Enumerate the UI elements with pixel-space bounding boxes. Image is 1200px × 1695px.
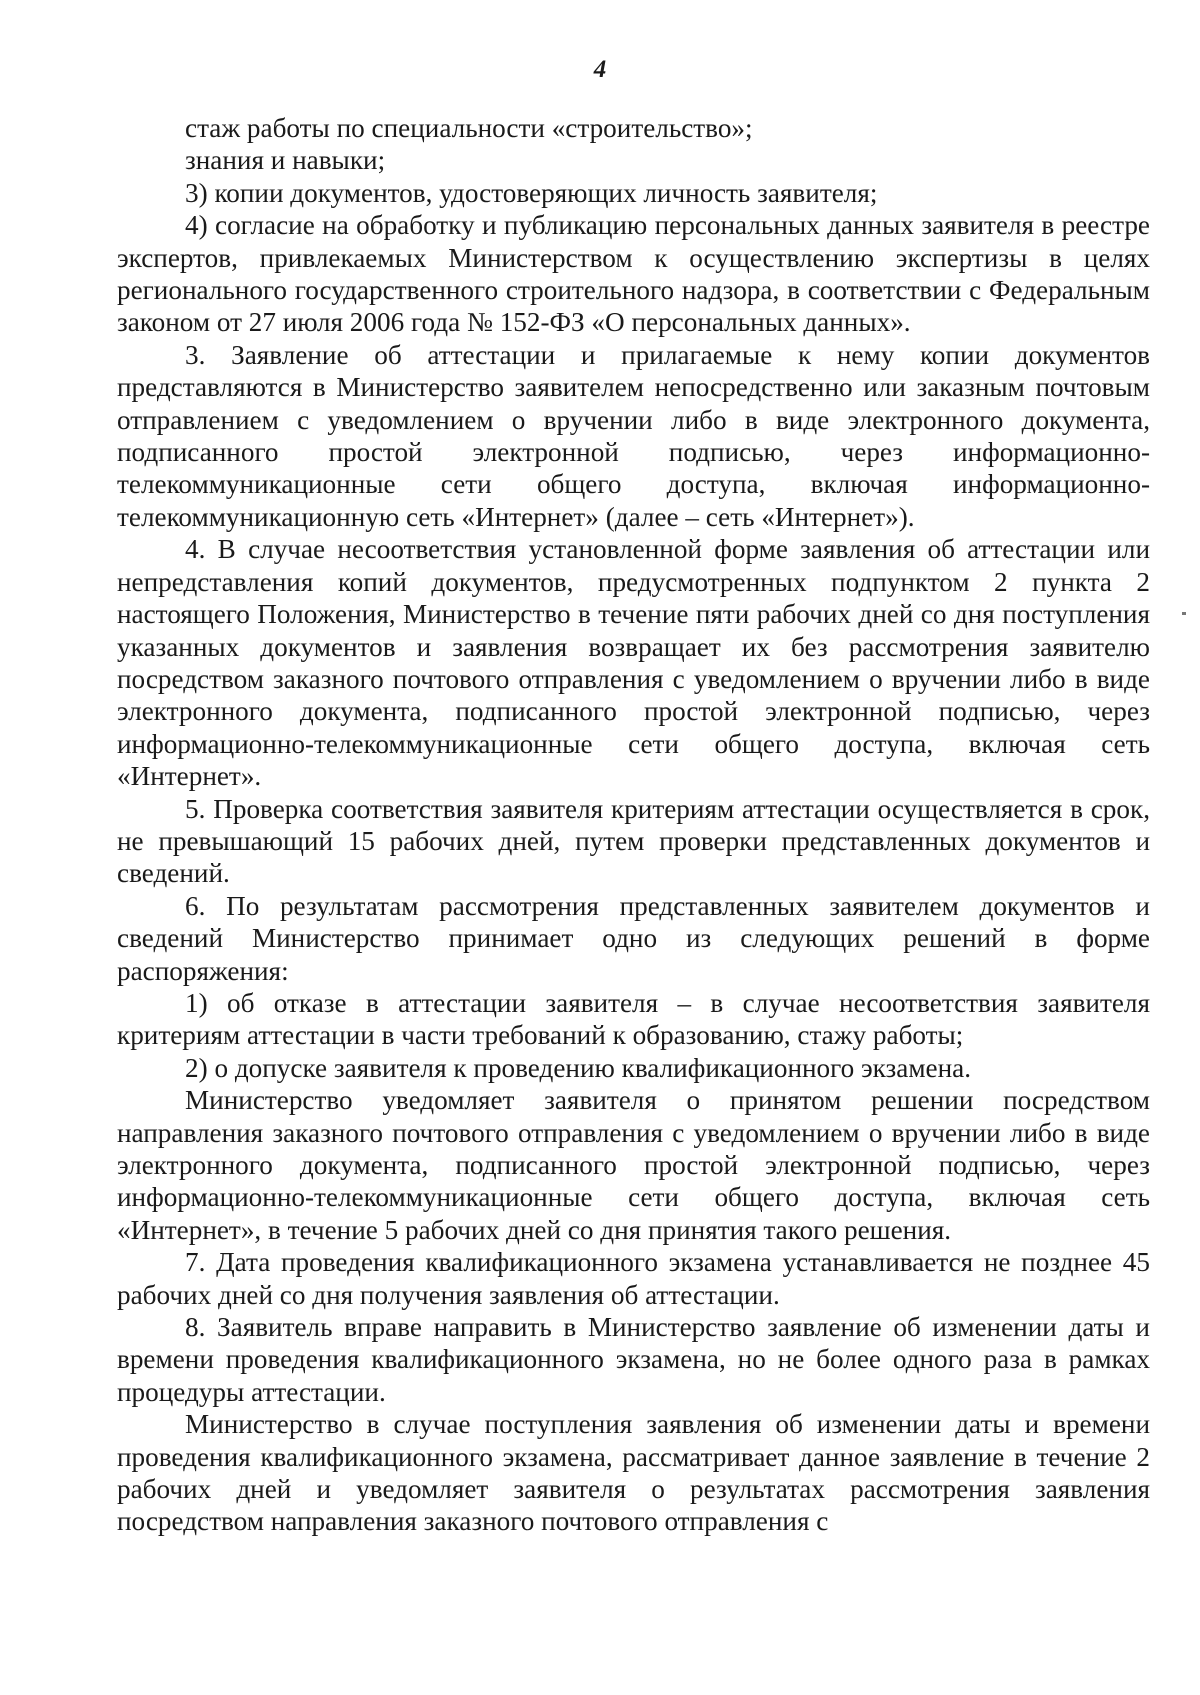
paragraph-clause-7: 7. Дата проведения квалификационного экзамена устанавливается не позднее 45 рабочих дней со дня получения заявления об аттестации. [117, 1247, 1150, 1310]
paragraph-clause-8: 8. Заявитель вправе направить в Министерство заявление об изменении даты и времени проведения квалификационного экзамена, но не более одного раза в рамках процедуры аттестации. [117, 1312, 1150, 1407]
paragraph-decision-1-refusal: 1) об отказе в аттестации заявителя – в случае несоответствия заявителя критериям аттестации в части требований к образованию, стажу работы; [117, 987, 1150, 1051]
paragraph-clause-4: 4. В случае несоответствия установленной форме заявления об аттестации или непредставления копий документов, предусмотренных подпунктом 2 пункта 2 настоящего Положения, Министерство в течение пяти рабочих дней со дня поступления указанных документов и заявления возвращает их без рассмотрения заявителю посредством заказного почтового отправления с уведомлением о вручении либо в виде электронного документа, подписанного простой электронной подписью, через информационно-телекоммуникационные сети общего доступа, включая сеть «Интернет». [117, 534, 1150, 792]
paragraph-experience: стаж работы по специальности «строительство»; [185, 113, 753, 143]
paragraph-item-4-consent: 4) согласие на обработку и публикацию персональных данных заявителя в реестре экспертов, привлекаемых Министерством к осуществлению экспертизы в целях регионального государственного строительного надзора, в соответствии с Федеральным законом от 27 июля 2006 года № 152-ФЗ «О персональных данных». [117, 210, 1150, 338]
document-body [117, 112, 1150, 1538]
paragraph-item-3-id-copies: 3) копии документов, удостоверяющих личность заявителя; [185, 177, 878, 208]
paragraph-date-change: Министерство в случае поступления заявления об изменении даты и времени проведения квалификационного экзамена, рассматривает данное заявление в течение 2 рабочих дней и уведомляет заявителя о результатах рассмотрения заявления посредством направления заказного почтового отправления с [117, 1409, 1150, 1537]
paragraph-notification: Министерство уведомляет заявителя о принятом решении посредством направления заказного почтового отправления с уведомлением о вручении либо в виде электронного документа, подписанного простой электронной подписью, через информационно-телекоммуникационные сети общего доступа, включая сеть «Интернет», в течение 5 рабочих дней со дня принятия такого решения. [117, 1085, 1150, 1245]
scan-edge-mark [1182, 612, 1186, 615]
paragraph-clause-5: 5. Проверка соответствия заявителя критериям аттестации осуществляется в срок, не превышающий 15 рабочих дней, путем проверки представленных документов и сведений. [117, 793, 1150, 889]
page-number: 4 [593, 56, 607, 83]
paragraph-decision-2-admission: 2) о допуске заявителя к проведению квалификационного экзамена. [185, 1052, 972, 1083]
paragraph-clause-3: 3. Заявление об аттестации и прилагаемые к нему копии документов представляются в Министерство заявителем непосредственно или заказным почтовым отправлением с уведомлением о вручении либо в виде электронного документа, подписанного простой электронной подписью, через информационно-телекоммуникационные сети общего доступа, включая информационно-телекоммуникационную сеть «Интернет» (далее – сеть «Интернет»). [117, 339, 1150, 532]
paragraph-clause-6: 6. По результатам рассмотрения представленных заявителем документов и сведений Министерство принимает одно из следующих решений в форме распоряжения: [117, 890, 1150, 986]
paragraph-knowledge: знания и навыки; [185, 145, 386, 176]
